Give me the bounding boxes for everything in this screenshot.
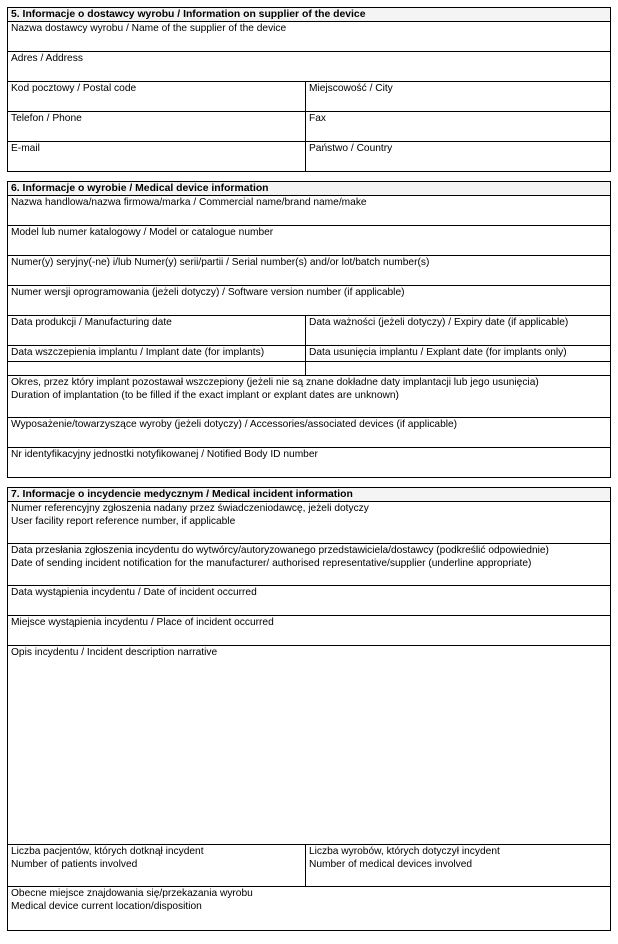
incident-place-field[interactable]: Miejsce wystąpienia incydentu / Place of incident occurred	[8, 616, 611, 646]
manufacturing-date-field[interactable]: Data produkcji / Manufacturing date	[8, 316, 306, 346]
explant-date-value[interactable]	[306, 362, 611, 376]
implant-date-field[interactable]: Data wszczepienia implantu / Implant date (for implants)	[8, 346, 306, 362]
incident-report-form	[7, 7, 611, 931]
postal-code-field[interactable]: Kod pocztowy / Postal code	[8, 82, 306, 112]
supplier-name-field[interactable]: Nazwa dostawcy wyrobu / Name of the supplier of the device	[8, 22, 611, 52]
serial-number-field[interactable]: Numer(y) seryjny(-ne) i/lub Numer(y) serii/partii / Serial number(s) and/or lot/batch number(s)	[8, 256, 611, 286]
report-reference-label-pl: Numer referencyjny zgłoszenia nadany przez świadczeniodawcę, jeżeli dotyczy	[11, 503, 369, 514]
incident-description-field[interactable]: Opis incydentu / Incident description narrative	[8, 646, 611, 845]
patients-involved-field[interactable]	[8, 845, 306, 887]
expiry-date-field[interactable]: Data ważności (jeżeli dotyczy) / Expiry date (if applicable)	[306, 316, 611, 346]
report-reference-label-en: User facility report reference number, if applicable	[11, 515, 236, 527]
section-5-title: 5. Informacje o dostawcy wyrobu / Information on supplier of the device	[8, 8, 611, 22]
notified-body-field[interactable]: Nr identyfikacyjny jednostki notyfikowanej / Notified Body ID number	[8, 448, 611, 478]
section-device-info	[7, 181, 611, 478]
device-location-field[interactable]	[8, 887, 611, 931]
fax-field[interactable]: Fax	[306, 112, 611, 142]
address-field[interactable]: Adres / Address	[8, 52, 611, 82]
phone-field[interactable]: Telefon / Phone	[8, 112, 306, 142]
patients-label-pl: Liczba pacjentów, których dotknął incydent	[11, 846, 204, 857]
city-field[interactable]: Miejscowość / City	[306, 82, 611, 112]
implant-date-value[interactable]	[8, 362, 306, 376]
section-6-title: 6. Informacje o wyrobie / Medical device information	[8, 182, 611, 196]
section-gap	[7, 172, 611, 181]
commercial-name-field[interactable]: Nazwa handlowa/nazwa firmowa/marka / Commercial name/brand name/make	[8, 196, 611, 226]
sending-date-label-en: Date of sending incident notification for the manufacturer/ authorised representative/supplier (underline appropriate)	[11, 557, 532, 569]
country-field[interactable]: Państwo / Country	[306, 142, 611, 172]
sending-date-field[interactable]	[8, 544, 611, 586]
devices-involved-field[interactable]	[306, 845, 611, 887]
devices-label-pl: Liczba wyrobów, których dotyczył incydent	[309, 846, 500, 857]
software-version-field[interactable]: Numer wersji oprogramowania (jeżeli dotyczy) / Software version number (if applicable)	[8, 286, 611, 316]
implantation-duration-field[interactable]	[8, 376, 611, 418]
devices-label-en: Number of medical devices involved	[309, 858, 473, 870]
email-field[interactable]: E-mail	[8, 142, 306, 172]
section-7-title: 7. Informacje o incydencie medycznym / Medical incident information	[8, 488, 611, 502]
duration-label-pl: Okres, przez który implant pozostawał wszczepiony (jeżeli nie są znane dokładne daty implantacji lub jego usunięcia)	[11, 377, 539, 388]
incident-date-field[interactable]: Data wystąpienia incydentu / Date of incident occurred	[8, 586, 611, 616]
device-location-label-en: Medical device current location/disposition	[11, 900, 202, 912]
device-location-label-pl: Obecne miejsce znajdowania się/przekazania wyrobu	[11, 888, 253, 899]
model-field[interactable]: Model lub numer katalogowy / Model or catalogue number	[8, 226, 611, 256]
section-gap	[7, 478, 611, 487]
accessories-field[interactable]: Wyposażenie/towarzyszące wyroby (jeżeli dotyczy) / Accessories/associated devices (if applicable)	[8, 418, 611, 448]
report-reference-field[interactable]	[8, 502, 611, 544]
duration-label-en: Duration of implantation (to be filled if the exact implant or explant dates are unknown)	[11, 389, 399, 401]
explant-date-field[interactable]: Data usunięcia implantu / Explant date (for implants only)	[306, 346, 611, 362]
sending-date-label-pl: Data przesłania zgłoszenia incydentu do wytwórcy/autoryzowanego przedstawiciela/dostawcy (podkreślić odpowiednie)	[11, 545, 549, 556]
section-supplier-info	[7, 7, 611, 172]
section-incident-info	[7, 487, 611, 931]
patients-label-en: Number of patients involved	[11, 858, 138, 870]
